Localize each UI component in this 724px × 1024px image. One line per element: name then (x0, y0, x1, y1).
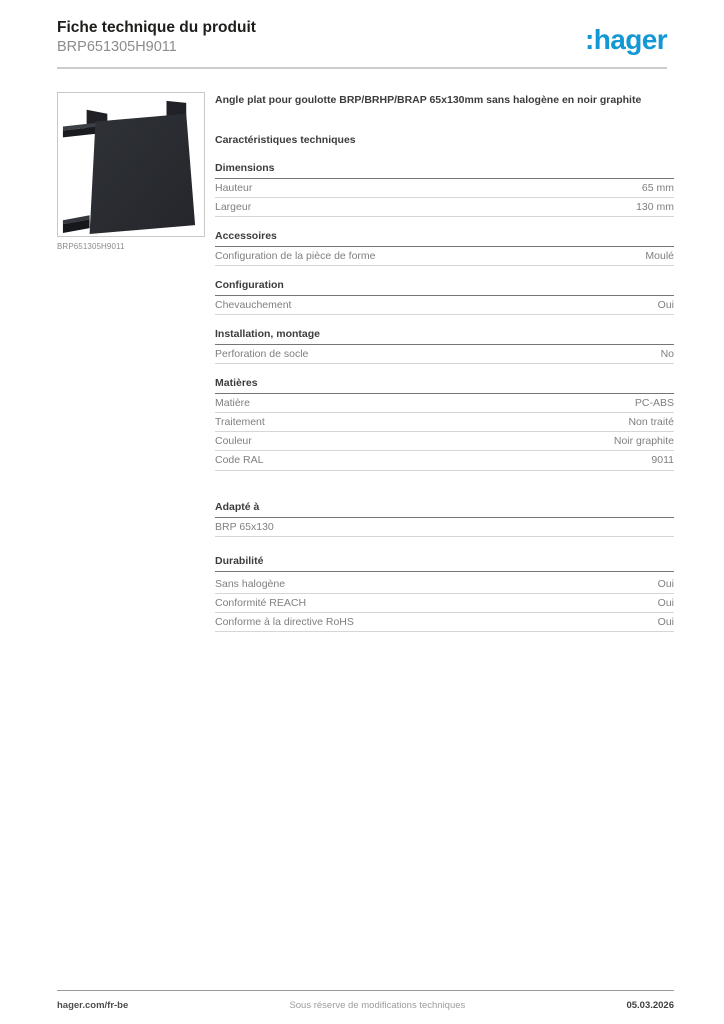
spec-value: No (660, 348, 674, 361)
section-rows (215, 296, 674, 315)
hager-logo: :hager (585, 24, 667, 55)
spec-section (215, 230, 674, 266)
spec-sections (215, 162, 674, 632)
spec-label: Perforation de socle (215, 348, 309, 361)
footer-disclaimer: Sous réserve de modifications techniques (289, 1000, 466, 1011)
spec-row (215, 247, 674, 266)
spec-value: Moulé (645, 249, 674, 262)
section-title: Adapté à (215, 501, 674, 518)
spec-value: Oui (657, 596, 674, 609)
spec-label: Code RAL (215, 454, 264, 467)
spec-row (215, 575, 674, 594)
spec-section (215, 279, 674, 315)
product-column (57, 92, 205, 251)
page-title: Fiche technique du produit (57, 19, 256, 36)
spec-label: Sans halogène (215, 577, 286, 590)
section-title: Matières (215, 377, 674, 394)
spec-row (215, 432, 674, 451)
section-title: Dimensions (215, 162, 674, 179)
spec-value: Oui (657, 615, 674, 628)
spec-label: Couleur (215, 435, 252, 448)
header-text-block (57, 19, 256, 56)
page-header (0, 0, 724, 56)
spec-label: BRP 65x130 (215, 520, 274, 533)
spec-section (215, 501, 674, 537)
spec-row (215, 296, 674, 315)
section-rows (215, 179, 674, 217)
section-title: Accessoires (215, 230, 674, 247)
spec-row (215, 198, 674, 217)
spec-value: PC-ABS (634, 397, 674, 410)
footer-website: hager.com/fr-be (57, 1000, 129, 1011)
spec-label: Conformité REACH (215, 596, 307, 609)
spec-row (215, 451, 674, 470)
spec-column (205, 92, 674, 632)
spec-row (215, 518, 674, 537)
spec-row (215, 413, 674, 432)
section-title: Installation, montage (215, 328, 674, 345)
characteristics-heading: Caractéristiques techniques (215, 133, 356, 146)
section-rows (215, 518, 674, 537)
spec-value (662, 521, 674, 534)
section-rows (215, 394, 674, 470)
spec-label: Hauteur (215, 181, 253, 194)
header-product-code: BRP651305H9011 (57, 38, 177, 55)
spec-row (215, 179, 674, 198)
spec-value: 9011 (651, 454, 674, 467)
section-rows (215, 345, 674, 364)
spec-value: Non traité (628, 416, 674, 429)
spec-section (215, 555, 674, 632)
page-footer (57, 990, 674, 1011)
spec-row (215, 394, 674, 413)
spec-section (215, 377, 674, 470)
footer-date: 05.03.2026 (626, 1000, 674, 1011)
spec-label: Chevauchement (215, 298, 292, 311)
spec-label: Traitement (215, 416, 265, 429)
spec-value: 130 mm (636, 200, 674, 213)
spec-value: Oui (657, 298, 674, 311)
product-image-frame (57, 92, 205, 237)
spec-section (215, 162, 674, 217)
section-title: Durabilité (215, 555, 674, 572)
spec-label: Configuration de la pièce de forme (215, 249, 376, 262)
product-description: Angle plat pour goulotte BRP/BRHP/BRAP 65x130mm sans halogène en noir graphite (215, 94, 642, 107)
spec-row (215, 345, 674, 364)
spec-label: Conforme à la directive RoHS (215, 615, 354, 628)
spec-row (215, 594, 674, 613)
section-rows (215, 575, 674, 632)
product-photo-icon (58, 93, 204, 236)
spec-label: Matière (215, 397, 251, 410)
section-rows (215, 247, 674, 266)
spec-section (215, 328, 674, 364)
spec-label: Largeur (215, 200, 252, 213)
main-content (0, 69, 724, 632)
product-image-caption: BRP651305H9011 (57, 242, 125, 252)
spec-value: Oui (657, 577, 674, 590)
spec-row (215, 613, 674, 632)
spec-value: Noir graphite (613, 435, 674, 448)
section-title: Configuration (215, 279, 674, 296)
spec-value: 65 mm (641, 181, 674, 194)
